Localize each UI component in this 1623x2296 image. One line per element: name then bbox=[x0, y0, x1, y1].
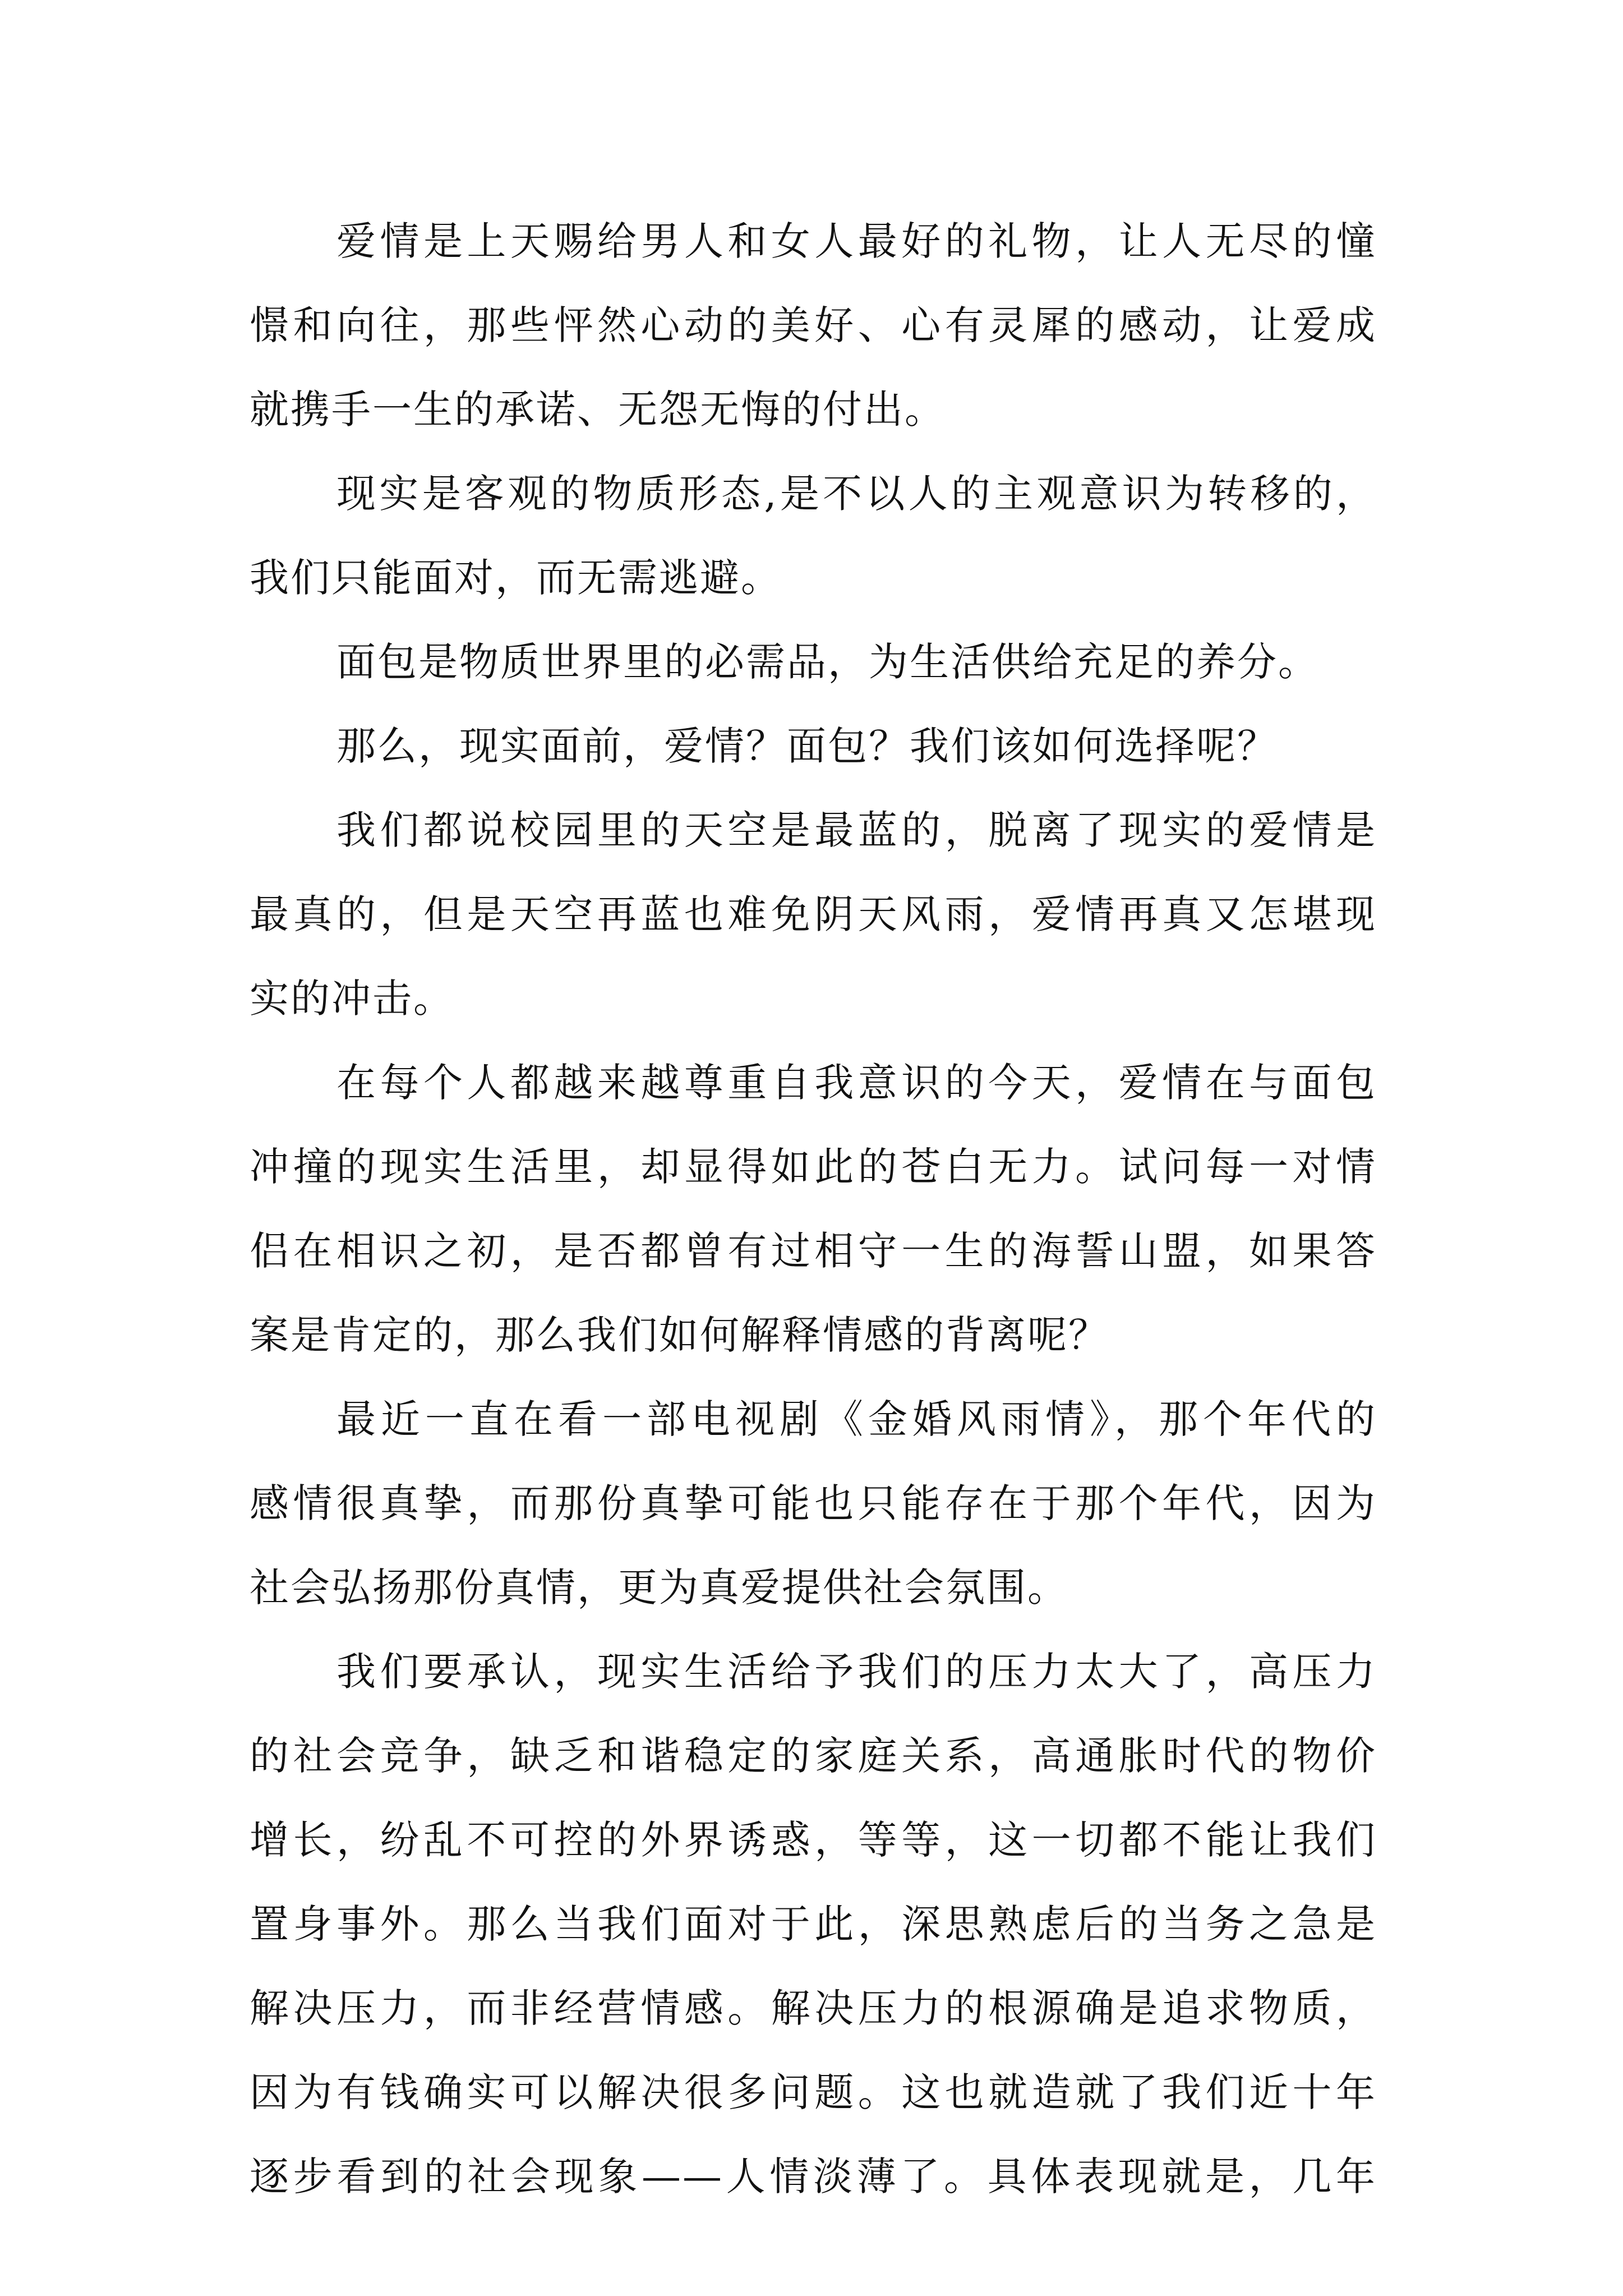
document-body bbox=[250, 199, 1377, 2219]
text-line: 社会弘扬那份真情，更为真爱提供社会氛围。 bbox=[250, 1565, 1068, 1611]
text-line: 憬和向往，那些怦然心动的美好、心有灵犀的感动，让爱成 bbox=[250, 302, 1377, 348]
text-line: 案是肯定的，那么我们如何解释情感的背离呢？ bbox=[250, 1312, 1109, 1358]
paragraph-7 bbox=[250, 1377, 1377, 1630]
paragraph-6 bbox=[250, 1041, 1377, 1377]
text-line: 感情很真挚，而那份真挚可能也只能存在于那个年代，因为 bbox=[250, 1480, 1377, 1526]
text-line: 增长，纷乱不可控的外界诱惑，等等，这一切都不能让我们 bbox=[250, 1817, 1377, 1863]
text-line: 实的冲击。 bbox=[250, 976, 454, 1022]
text-line: 解决压力，而非经营情感。解决压力的根源确是追求物质， bbox=[250, 1985, 1377, 2031]
text-line: 爱情是上天赐给男人和女人最好的礼物，让人无尽的憧 bbox=[336, 218, 1377, 264]
text-line: 最真的，但是天空再蓝也难免阴天风雨，爱情再真又怎堪现 bbox=[250, 891, 1377, 937]
text-line: 在每个人都越来越尊重自我意识的今天，爱情在与面包 bbox=[336, 1060, 1377, 1106]
text-line: 最近一直在看一部电视剧《金婚风雨情》，那个年代的 bbox=[336, 1396, 1377, 1442]
text-line: 侣在相识之初，是否都曾有过相守一生的海誓山盟，如果答 bbox=[250, 1228, 1377, 1274]
text-line: 因为有钱确实可以解决很多问题。这也就造就了我们近十年 bbox=[250, 2069, 1377, 2115]
text-line: 的社会竞争，缺乏和谐稳定的家庭关系，高通胀时代的物价 bbox=[250, 1733, 1377, 1779]
text-line: 我们只能面对，而无需逃避。 bbox=[250, 555, 782, 601]
text-line: 冲撞的现实生活里，却显得如此的苍白无力。试问每一对情 bbox=[250, 1144, 1377, 1190]
paragraph-2 bbox=[250, 452, 1377, 620]
text-line: 那么，现实面前，爱情？面包？我们该如何选择呢？ bbox=[336, 723, 1278, 769]
text-line: 就携手一生的承诺、无怨无悔的付出。 bbox=[250, 386, 946, 432]
text-line: 逐步看到的社会现象——人情淡薄了。具体表现就是，几年 bbox=[250, 2154, 1377, 2200]
text-line: 现实是客观的物质形态,是不以人的主观意识为转移的， bbox=[336, 471, 1377, 517]
paragraph-3 bbox=[250, 620, 1377, 704]
paragraph-1 bbox=[250, 199, 1377, 452]
text-line: 面包是物质世界里的必需品，为生活供给充足的养分。 bbox=[336, 639, 1319, 685]
text-line: 我们都说校园里的天空是最蓝的，脱离了现实的爱情是 bbox=[336, 807, 1377, 853]
paragraph-4 bbox=[250, 704, 1377, 788]
text-line: 置身事外。那么当我们面对于此，深思熟虑后的当务之急是 bbox=[250, 1901, 1377, 1947]
paragraph-8 bbox=[250, 1630, 1377, 2219]
paragraph-5 bbox=[250, 788, 1377, 1041]
text-line: 我们要承认，现实生活给予我们的压力太大了，高压力 bbox=[336, 1649, 1377, 1695]
